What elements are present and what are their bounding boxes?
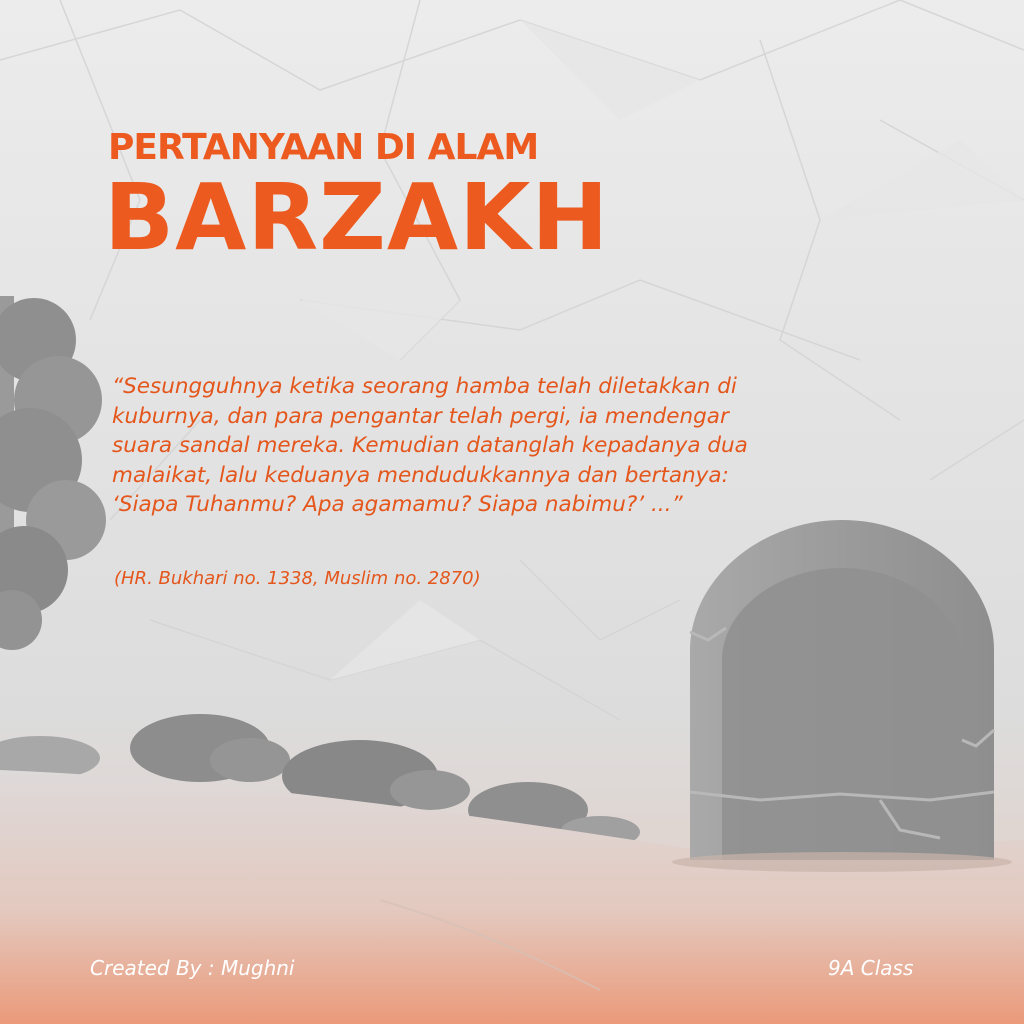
class-label: 9A Class bbox=[828, 956, 914, 980]
page-subtitle: PERTANYAAN DI ALAM bbox=[108, 127, 539, 168]
gravestone bbox=[672, 520, 1012, 872]
author-credit: Created By : Mughni bbox=[90, 956, 295, 980]
page-title: BARZAKH bbox=[104, 164, 610, 271]
hadith-quote: “Sesungguhnya ketika seorang hamba telah diletakkan di kuburnya, dan para pengantar telah pergi, ia mendengar suara sandal mereka. Kemudian datanglah kepadanya dua malaikat, lalu keduanya mendudukkannya dan bertanya: ‘Siapa Tuhanmu? Apa agamamu? Siapa nabimu?’ ...” bbox=[112, 374, 748, 517]
tree-left bbox=[0, 296, 106, 650]
hadith-source: (HR. Bukhari no. 1338, Muslim no. 2870) bbox=[114, 568, 481, 589]
